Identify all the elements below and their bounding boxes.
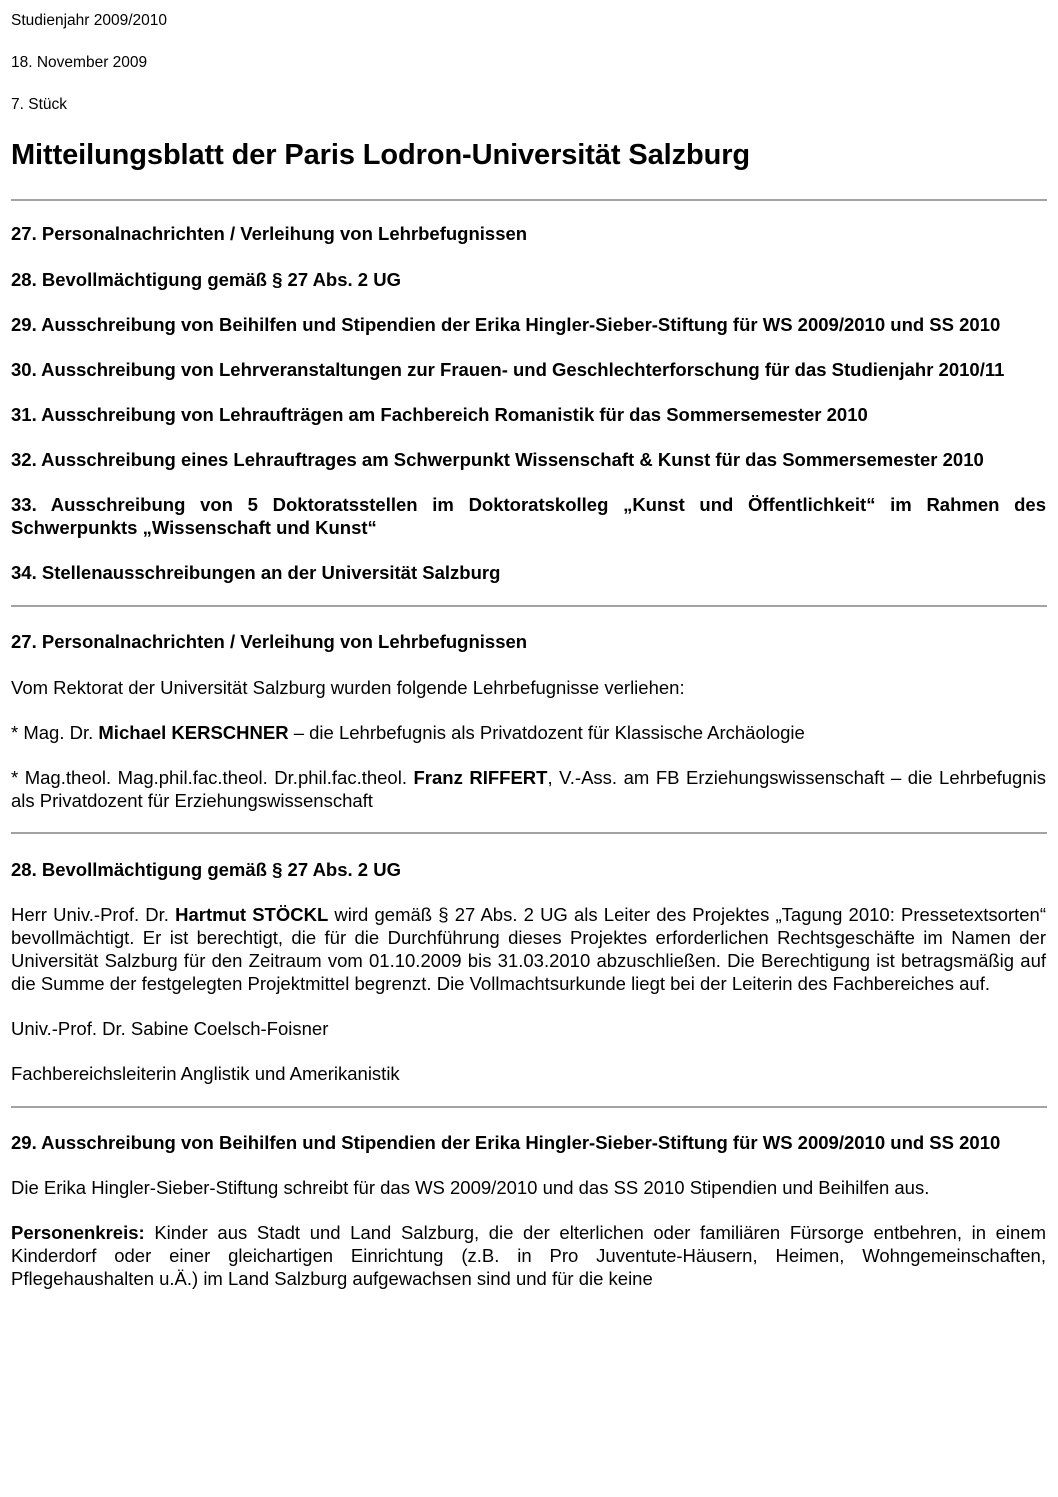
issue-number: 7. Stück xyxy=(11,96,67,113)
eligibility-label: Personenkreis: xyxy=(11,1222,145,1243)
signatory-name: Univ.-Prof. Dr. Sabine Coelsch-Foisner xyxy=(11,1018,329,1039)
section-intro: Vom Rektorat der Universität Salzburg wurden folgende Lehrbefugnisse verliehen: xyxy=(11,677,685,698)
appointment-entry xyxy=(11,766,1046,812)
toc-item-32[interactable]: 32. Ausschreibung eines Lehrauftrages am Schwerpunkt Wissenschaft & Kunst für das Sommersemester 2010 xyxy=(11,449,984,470)
body-prefix: Herr Univ.-Prof. Dr. xyxy=(11,904,176,925)
section-27 xyxy=(11,630,1046,812)
person-name: Franz RIFFERT xyxy=(413,767,548,788)
toc-item-33[interactable]: 33. Ausschreibung von 5 Doktoratsstellen im Doktoratskolleg „Kunst und Öffentlichkeit“ im Rahmen des Schwerpunkts „Wissenschaft und Kunst“ xyxy=(11,494,1046,538)
table-of-contents xyxy=(11,222,1046,584)
toc-item-27[interactable]: 27. Personalnachrichten / Verleihung von Lehrbefugnissen xyxy=(11,223,528,244)
person-name: Hartmut STÖCKL xyxy=(175,904,329,925)
eligibility-text: Kinder aus Stadt und Land Salzburg, die der elterlichen oder familiären Fürsorge entbehren, in einem Kinderdorf oder einer gleichartigen Einrichtung (z.B. in Pro Juventute-Häusern, Heimen, Wohngemeinschaften, Pflegehaushalten u.Ä.) im Land Salzburg aufgewachsen sind und für die keine xyxy=(11,1222,1046,1289)
person-name: Michael KERSCHNER xyxy=(98,722,289,743)
toc-item-31[interactable]: 31. Ausschreibung von Lehraufträgen am Fachbereich Romanistik für das Sommersemester 2010 xyxy=(11,404,868,425)
section-intro: Die Erika Hingler-Sieber-Stiftung schreibt für das WS 2009/2010 und das SS 2010 Stipendien und Beihilfen aus. xyxy=(11,1177,930,1198)
eligibility-paragraph xyxy=(11,1221,1046,1290)
toc-item-28[interactable]: 28. Bevollmächtigung gemäß § 27 Abs. 2 UG xyxy=(11,269,401,290)
entry-prefix: * Mag.theol. Mag.phil.fac.theol. Dr.phil.fac.theol. xyxy=(11,767,414,788)
divider xyxy=(11,832,1047,834)
section-title: 27. Personalnachrichten / Verleihung von Lehrbefugnissen xyxy=(11,631,528,652)
signatory-role: Fachbereichsleiterin Anglistik und Amerikanistik xyxy=(11,1063,400,1084)
appointment-entry xyxy=(11,721,1046,744)
entry-prefix: * Mag. Dr. xyxy=(11,722,99,743)
toc-item-29[interactable]: 29. Ausschreibung von Beihilfen und Stipendien der Erika Hingler-Sieber-Stiftung für WS 2009/2010 und SS 2010 xyxy=(11,314,1001,335)
toc-item-34[interactable]: 34. Stellenausschreibungen an der Universität Salzburg xyxy=(11,562,501,583)
section-28 xyxy=(11,858,1046,1085)
divider xyxy=(11,199,1047,201)
divider xyxy=(11,1106,1047,1108)
section-29 xyxy=(11,1131,1046,1290)
academic-year: Studienjahr 2009/2010 xyxy=(11,12,167,29)
issue-date: 18. November 2009 xyxy=(11,54,148,71)
toc-item-30[interactable]: 30. Ausschreibung von Lehrveranstaltungen zur Frauen- und Geschlechterforschung für das Studienjahr 2010/11 xyxy=(11,359,1005,380)
section-title: 29. Ausschreibung von Beihilfen und Stipendien der Erika Hingler-Sieber-Stiftung für WS 2009/2010 und SS 2010 xyxy=(11,1132,1001,1153)
entry-suffix: – die Lehrbefugnis als Privatdozent für Klassische Archäologie xyxy=(288,722,805,743)
section-body xyxy=(11,903,1046,995)
section-title: 28. Bevollmächtigung gemäß § 27 Abs. 2 UG xyxy=(11,859,401,880)
divider xyxy=(11,605,1047,607)
entry-suffix: , V.-Ass. am FB Erziehungswissenschaft – die Lehrbefugnis als Privatdozent für Erziehungswissenschaft xyxy=(11,767,1046,811)
page-title: Mitteilungsblatt der Paris Lodron-Universität Salzburg xyxy=(11,139,751,171)
body-text: wird gemäß § 27 Abs. 2 UG als Leiter des Projektes „Tagung 2010: Pressetextsorten“ bevollmächtigt. Er ist berechtigt, die für die Durchführung dieses Projektes erforderlichen Rechtsgeschäfte im Namen der Universität Salzburg für den Zeitraum vom 01.10.2009 bis 31.03.2010 abzuschließen. Die Berechtigung ist betragsmäßig auf die Summe der festgelegten Projektmittel begrenzt. Die Vollmachtsurkunde liegt bei der Leiterin des Fachbereiches auf. xyxy=(11,904,1046,994)
